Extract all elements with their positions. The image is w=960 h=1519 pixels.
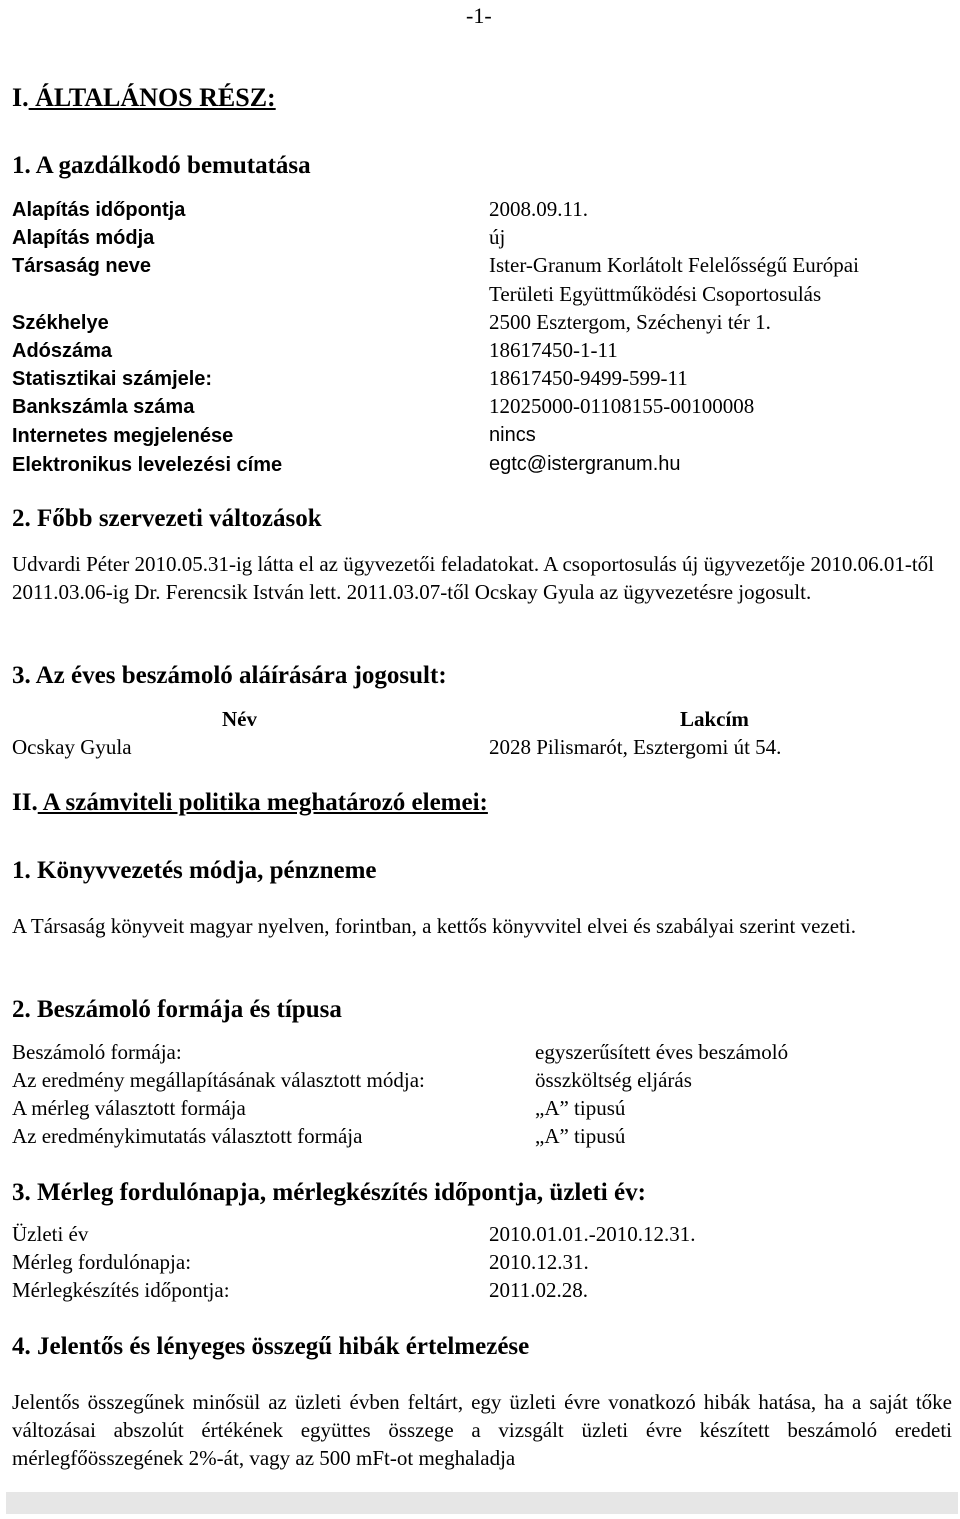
row-value-company-name: Ister-Granum Korlátolt Felelősségű Európai (489, 253, 859, 277)
row-value-company-name-line2: Területi Együttműködési Csoportosulás (489, 282, 822, 306)
report-form-label: Beszámoló formája: (12, 1040, 182, 1064)
column-header-name: Név (222, 707, 257, 731)
balance-preparation-date-value: 2011.02.28. (489, 1278, 588, 1302)
part-two-heading (12, 789, 488, 817)
section-3-heading: 3. Az éves beszámoló aláírására jogosult: (12, 662, 447, 689)
row-value-founding-mode: új (489, 225, 506, 249)
section-2-heading: 2. Főbb szervezeti változások (12, 505, 322, 532)
result-method-value: összköltség eljárás (535, 1068, 692, 1092)
part-two-title: A számviteli politika meghatározó elemei: (37, 789, 488, 816)
part-one-title: ÁLTALÁNOS RÉSZ: (28, 83, 276, 112)
income-statement-form-label: Az eredménykimutatás választott formája (12, 1124, 363, 1148)
part-one-heading (12, 84, 276, 112)
row-value-founding-date: 2008.09.11. (489, 197, 588, 221)
footer-bar (6, 1492, 958, 1514)
row-label-headquarters: Székhelye (12, 312, 109, 334)
row-label-company-name: Társaság neve (12, 255, 151, 277)
row-label-founding-date: Alapítás időpontja (12, 199, 186, 221)
row-value-email: egtc@istergranum.hu (489, 453, 681, 475)
business-year-value: 2010.01.01.-2010.12.31. (489, 1222, 696, 1246)
row-value-bank-account: 12025000-01108155-00100008 (489, 394, 755, 418)
signatory-name: Ocskay Gyula (12, 735, 132, 759)
result-method-label: Az eredmény megállapításának választott módja: (12, 1068, 425, 1092)
section-2-text: Udvardi Péter 2010.05.31-ig látta el az ügyvezetői feladatokat. A csoportosulás új ügyvezetője 2010.06.01-től 2011.03.06-ig Dr. Ferencsik István lett. 2011.03.07-től Ocskay Gyula az ügyvezetésre jogosult. (12, 552, 935, 604)
row-value-web-presence: nincs (489, 424, 536, 446)
section-ii-4-heading: 4. Jelentős és lényeges összegű hibák értelmezése (12, 1333, 530, 1360)
section-ii-2-heading: 2. Beszámoló formája és típusa (12, 996, 342, 1023)
part-one-number: I. (12, 83, 29, 112)
balance-form-value: „A” tipusú (535, 1096, 626, 1120)
section-ii-3-heading: 3. Mérleg fordulónapja, mérlegkészítés időpontja, üzleti év: (12, 1179, 646, 1206)
business-year-label: Üzleti év (12, 1222, 89, 1246)
income-statement-form-value: „A” tipusú (535, 1124, 626, 1148)
signatory-address: 2028 Pilismarót, Esztergomi út 54. (489, 735, 782, 759)
row-label-email: Elektronikus levelezési címe (12, 454, 283, 476)
section-ii-4-text: Jelentős összegűnek minősül az üzleti évben feltárt, egy üzleti évre vonatkozó hibák hatása, ha a saját tőke változásai abszolút értékének együttes összege a vizsgált üzleti évre készített beszámoló eredeti mérlegfőösszegének 2%-át, vagy az 500 mFt-ot meghaladja (12, 1390, 952, 1470)
row-label-bank-account: Bankszámla száma (12, 396, 195, 418)
section-ii-1-text: A Társaság könyveit magyar nyelven, forintban, a kettős könyvvitel elvei és szabályai szerint vezeti. (12, 914, 857, 938)
report-form-value: egyszerűsített éves beszámoló (535, 1040, 789, 1064)
section-1-heading: 1. A gazdálkodó bemutatása (12, 152, 311, 179)
column-header-address: Lakcím (680, 707, 749, 731)
balance-form-label: A mérleg választott formája (12, 1096, 246, 1120)
row-value-tax-number: 18617450-1-11 (489, 338, 618, 362)
balance-preparation-date-label: Mérlegkészítés időpontja: (12, 1278, 230, 1302)
row-label-tax-number: Adószáma (12, 340, 113, 362)
row-value-statistical-code: 18617450-9499-599-11 (489, 366, 688, 390)
row-label-founding-mode: Alapítás módja (12, 227, 155, 249)
section-ii-1-heading: 1. Könyvvezetés módja, pénzneme (12, 857, 377, 884)
page-number: -1- (466, 3, 492, 28)
balance-date-value: 2010.12.31. (489, 1250, 589, 1274)
part-two-number: II. (12, 789, 38, 816)
row-label-web-presence: Internetes megjelenése (12, 425, 234, 447)
row-value-headquarters: 2500 Esztergom, Széchenyi tér 1. (489, 310, 771, 334)
row-label-statistical-code: Statisztikai számjele: (12, 368, 213, 390)
balance-date-label: Mérleg fordulónapja: (12, 1250, 192, 1274)
